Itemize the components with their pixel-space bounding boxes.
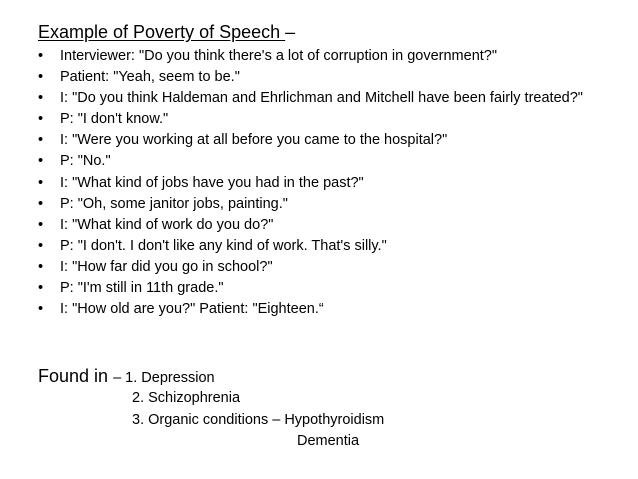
bullet-text: I: "What kind of work do you do?" [60, 216, 274, 233]
found-in-line [38, 364, 215, 390]
bullet-item [38, 279, 618, 298]
condition-organic: 3. Organic conditions – Hypothyroidism [132, 412, 385, 428]
bullet-marker: • [38, 48, 44, 64]
bullet-item [38, 152, 618, 171]
slide-heading [38, 20, 295, 44]
bullet-marker: • [38, 301, 44, 318]
bullet-marker: • [38, 111, 44, 128]
bullet-item [38, 68, 618, 87]
condition-depression: 1. Depression [125, 370, 215, 386]
bullet-text: I: "How far did you go in school?" [60, 258, 273, 275]
interview-bullet-list [38, 47, 618, 321]
bullet-item [38, 258, 618, 277]
bullet-text: I: "Do you think Haldeman and Ehrlichman and Mitchell have been fairly treated?" [60, 90, 583, 107]
bullet-item [38, 110, 618, 129]
found-in-label: Found in [38, 366, 114, 386]
bullet-marker: • [38, 195, 44, 212]
condition-schizophrenia: 2. Schizophrenia [132, 390, 241, 406]
bullet-text: I: "What kind of jobs have you had in the past?" [60, 174, 364, 191]
bullet-text: P: "No." [60, 153, 111, 170]
found-in-dash: – [113, 370, 126, 386]
bullet-item [38, 237, 618, 256]
bullet-text: I: "Were you working at all before you came to the hospital?" [60, 132, 448, 149]
bullet-item [38, 131, 618, 150]
bullet-text: Patient: "Yeah, seem to be." [60, 69, 240, 86]
bullet-item [38, 174, 618, 193]
bullet-text: P: "I don't know." [60, 111, 169, 128]
bullet-item [38, 216, 618, 235]
heading-title: Example of Poverty of Speech [38, 22, 286, 42]
bullet-text: Interviewer: "Do you think there's a lot of corruption in government?" [60, 48, 498, 64]
bullet-text: P: "Oh, some janitor jobs, painting." [60, 195, 288, 212]
bullet-marker: • [38, 153, 44, 170]
bullet-marker: • [38, 258, 44, 275]
bullet-marker: • [38, 90, 44, 107]
bullet-item [38, 300, 618, 319]
bullet-text: I: "How old are you?" Patient: "Eighteen.“ [60, 301, 324, 318]
bullet-marker: • [38, 69, 44, 86]
condition-dementia: Dementia [297, 433, 360, 449]
bullet-marker: • [38, 237, 44, 254]
bullet-marker: • [38, 280, 44, 297]
bullet-text: P: "I don't. I don't like any kind of work. That's silly." [60, 237, 387, 254]
bullet-item [38, 47, 618, 66]
heading-dash: – [285, 22, 296, 42]
bullet-item [38, 195, 618, 214]
bullet-marker: • [38, 132, 44, 149]
bullet-text: P: "I'm still in 11th grade." [60, 280, 224, 297]
bullet-item [38, 89, 618, 108]
bullet-marker: • [38, 174, 44, 191]
bullet-marker: • [38, 216, 44, 233]
